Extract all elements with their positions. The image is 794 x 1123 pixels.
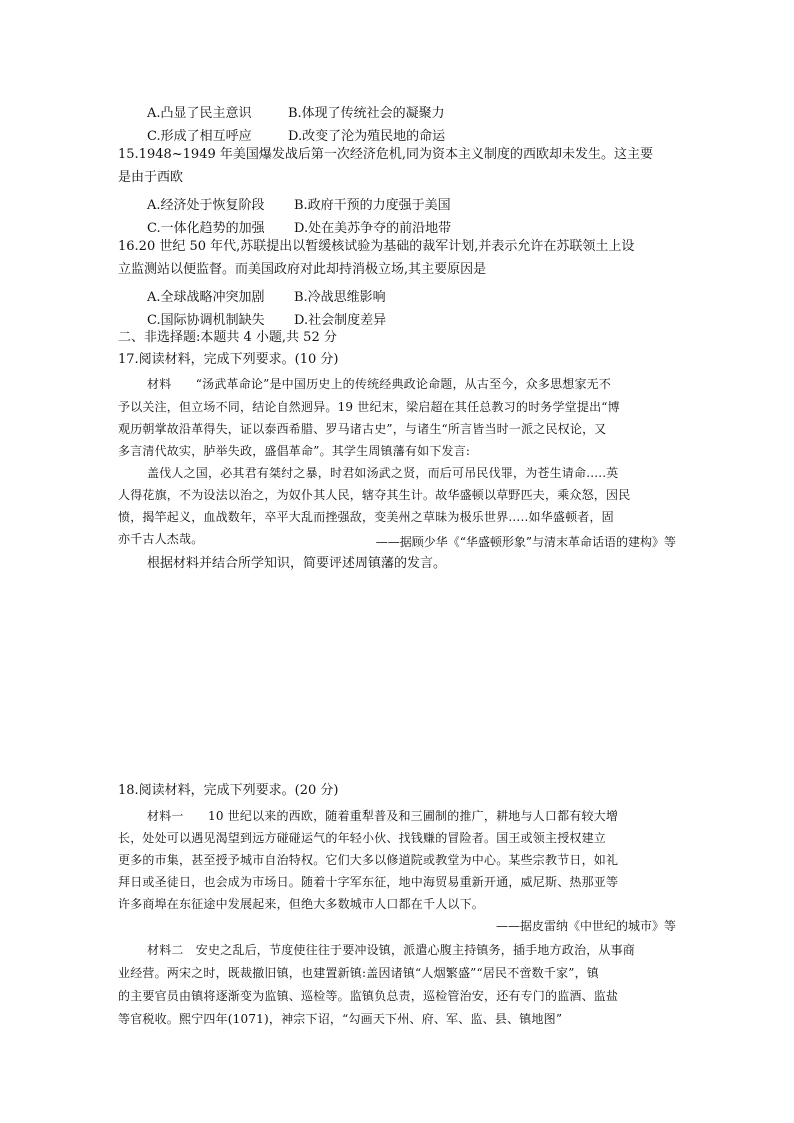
q17-quote-line-1: 盖伐人之国，必其君有桀纣之暴，时君如汤武之贤，而后可吊民伐罪，为苍生请命.....英 [147, 466, 619, 480]
q18-material1-line-2: 长，处处可以遇见渴望到远方碰碰运气的年轻小伙、找钱赚的冒险者。国王或领主授权建立 [118, 831, 607, 845]
q17-material-line-3: 观历朝掌故沿革得失，证以泰西希腊、罗马诸古史”，与诸生“所言皆当时一派之民权论，又 [118, 422, 607, 436]
q17-quote-line-3: 愤，揭竿起义，血战数年，卒平大乱而挫强敌，变美州之草昧为极乐世界.....如华盛顿者，固 [118, 510, 614, 524]
q17-material-line-4: 多言清代故实，胪举失政，盛倡革命”。其学生周镇藩有如下发言: [118, 444, 471, 458]
q18-material1-line-1: 材料一 10 世纪以来的西欧，随着重犁普及和三圃制的推广，耕地与人口都有较大增 [147, 809, 619, 823]
section-2-heading: 二、非选择题:本题共 4 小题,共 52 分 [118, 330, 337, 345]
q16-option-c: C.国际协调机制缺失 [147, 313, 265, 328]
q18-material2-line-1: 材料二 安史之乱后，节度使往往于要冲设镇，派遣心腹主持镇务，插手地方政治，从事商 [147, 943, 636, 957]
q18-stem: 18.阅读材料，完成下列要求。(20 分) [118, 783, 339, 798]
q18-material1-line-5: 许多商埠在东征途中发展起来，但绝大多数城市人口都在千人以下。 [118, 897, 485, 911]
q14-option-d: D.改变了沦为殖民地的命运 [288, 129, 446, 144]
q15-option-b: B.政府干预的力度强于美国 [294, 198, 451, 213]
q16-option-a: A.全球战略冲突加剧 [147, 290, 265, 305]
q18-material1-line-3: 更多的市集，甚至授予城市自治特权。它们大多以修道院或教堂为中心。某些宗教节日，如礼 [118, 853, 619, 867]
q14-option-a: A.凸显了民主意识 [147, 106, 252, 121]
q18-source-1: ——据皮雷纳《中世纪的城市》等 [495, 919, 676, 933]
q17-quote-line-2: 人得花旗，不为设法以治之，为奴仆其人民，辖夺其生计。故华盛顿以草野匹夫，乘众怒，因民 [118, 488, 631, 502]
q17-stem: 17.阅读材料，完成下列要求。(10 分) [118, 352, 339, 367]
q17-requirement: 根据材料并结合所学知识，简要评述周镇藩的发言。 [147, 556, 447, 571]
q14-option-b: B.体现了传统社会的凝聚力 [288, 106, 445, 121]
q14-option-c: C.形成了相互呼应 [147, 129, 252, 144]
q18-material2-line-4: 等官税收。熙宁四年(1071)，神宗下诏，“勾画天下州、府、军、监、县、镇地图” [118, 1012, 563, 1026]
q16-stem-line-2: 立监测站以便监督。而美国政府对此却持消极立场,其主要原因是 [118, 262, 487, 277]
q15-stem-line-2: 是由于西欧 [118, 170, 184, 185]
q16-option-d: D.社会制度差异 [294, 313, 387, 328]
q18-material2-line-3: 的主要官员由镇将逐渐变为监镇、巡检等。监镇负总责，巡检管治安，还有专门的监酒、监盐 [118, 989, 619, 1003]
q15-option-c: C.一体化趋势的加强 [147, 221, 265, 236]
q18-material2-line-2: 业经营。两宋之时，既裁撤旧镇，也建置新镇:盖因诸镇“人烟繁盛”“居民不啻数千家”，镇 [118, 966, 599, 980]
q15-stem-line-1: 15.1948~1949 年美国爆发战后第一次经济危机,同为资本主义制度的西欧却未发生。这主要 [118, 147, 653, 162]
q15-option-a: A.经济处于恢复阶段 [147, 198, 265, 213]
q18-material1-line-4: 拜日或圣徒日，也会成为市场日。随着十字军东征，地中海贸易重新开通，威尼斯、热那亚等 [118, 875, 619, 889]
q17-material-line-1: 材料 “汤武革命论”是中国历史上的传统经典政论命题，从古至今，众多思想家无不 [147, 377, 612, 391]
q17-quote-line-4: 亦千古人杰哉。 [118, 532, 204, 546]
q16-option-b: B.冷战思维影响 [294, 290, 386, 305]
q17-source: ——据顾少华《“华盛顿形象”与清末革命话语的建构》等 [375, 535, 676, 549]
q17-material-line-2: 予以关注，但立场不同，结论自然迥异。19 世纪末，梁启超在其任总教习的时务学堂提出“博 [118, 400, 620, 414]
q16-stem-line-1: 16.20 世纪 50 年代,苏联提出以暂缓核试验为基础的裁军计划,并表示允许在苏联领土上设 [118, 239, 635, 254]
q15-option-d: D.处在美苏争夺的前沿地带 [294, 221, 452, 236]
